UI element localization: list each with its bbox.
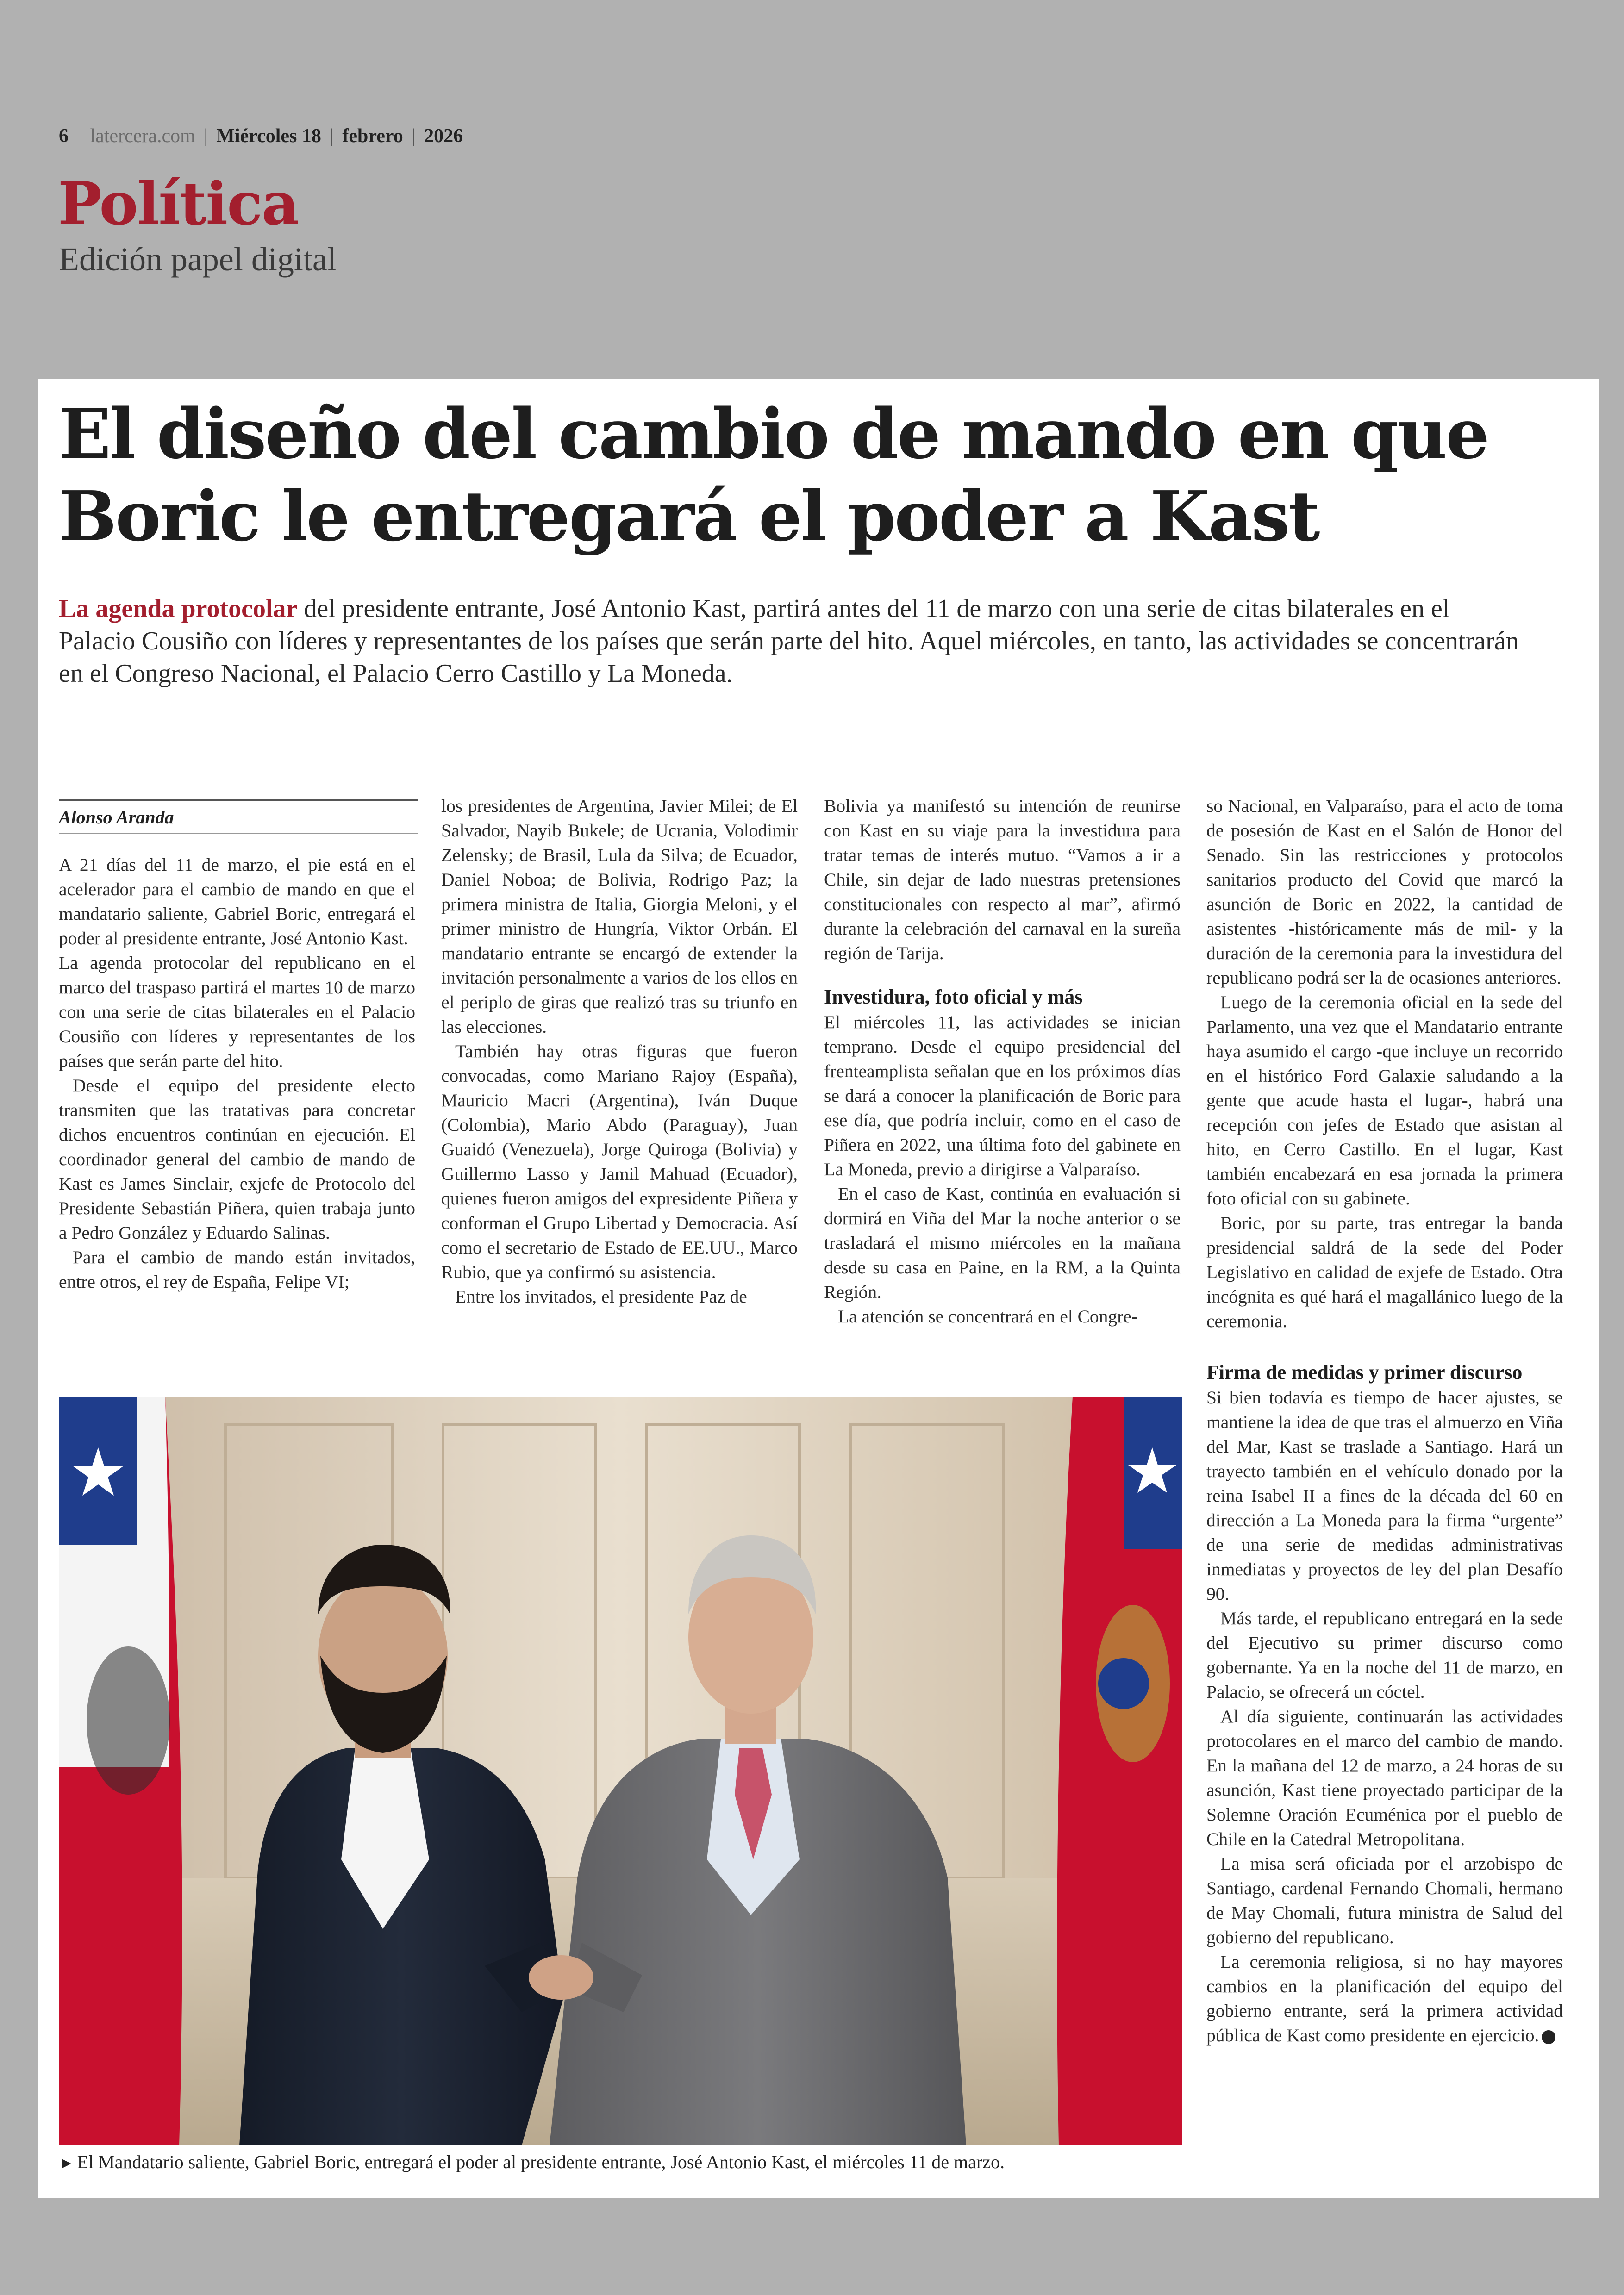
chile-flag-right <box>1057 1397 1182 2145</box>
section-subtitle: Edición papel digital <box>59 241 337 278</box>
article-column-2 <box>441 794 798 1309</box>
paragraph: Al día siguiente, continuarán las actividades protocolares en el marco del cambio de mando. En la mañana del 12 de marzo, a 24 horas de su asunción, Kast tiene proyectado participar de la Solemne Oración Ecuménica por el pueblo de Chile en la Catedral Metropolitana. <box>1206 1706 1563 1849</box>
paragraph: Para el cambio de mando están invitados, entre otros, el rey de España, Felipe VI; <box>59 1247 415 1292</box>
paragraph: Más tarde, el republicano entregará en la sede del Ejecutivo su primer discurso como gobernante. Ya en la noche del 11 de marzo, en Palacio, se ofrecerá un cóctel. <box>1206 1608 1563 1702</box>
article-headline: El diseño del cambio de mando en que Boric le entregará el poder a Kast <box>59 393 1488 556</box>
photo-caption <box>59 2150 1188 2176</box>
paragraph: El miércoles 11, las actividades se inician temprano. Desde el equipo presidencial del frenteamplista señalan que en los próximos días se dará a conocer la planificación de Boric para ese día, que podría incluir, como en el caso de Piñera en 2022, una última foto del gabinete en La Moneda, previo a dirigirse a Valparaíso. <box>824 1012 1181 1179</box>
paragraph: La agenda protocolar del republicano en el marco del traspaso partirá el martes 10 de marzo con una serie de citas bilaterales en el Palacio Cousiño con líderes y representantes de los países que serán parte del hito. <box>59 953 415 1071</box>
paragraph: La atención se concentrará en el Congre- <box>838 1306 1138 1327</box>
paragraph: La misa será oficiada por el arzobispo de Santiago, cardenal Fernando Chomali, hermano de May Chomali, futura ministra de Salud del gobierno del republicano. <box>1206 1853 1563 1947</box>
paragraph: Entre los invitados, el presidente Paz de <box>455 1286 747 1307</box>
subhead-investidura: Investidura, foto oficial y más <box>824 985 1083 1008</box>
section-title: Política <box>58 169 299 238</box>
paragraph: Si bien todavía es tiempo de hacer ajustes, se mantiene la idea de que tras el almuerzo en Viña del Mar, Kast se traslade a Santiago. Hará un trayecto también en el vehículo donado por la reina Isabel II a fines de la década del 60 en dirección a La Moneda para la firma “urgente” de una serie de medidas administrativas inmediatas y proyectos de ley del plan Desafío 90. <box>1206 1387 1563 1604</box>
paragraph: Boric, por su parte, tras entregar la banda presidencial saldrá de la sede del Poder Legislativo en calidad de exjefe de Estado. Otra incógnita es qué hará el magallánico luego de la ceremonia. <box>1206 1213 1563 1331</box>
page-number: 6 <box>59 125 69 147</box>
date-month: febrero <box>342 125 403 147</box>
chile-flag-left <box>59 1397 182 2145</box>
article-column-3 <box>824 794 1181 1329</box>
article-photo <box>59 1397 1182 2145</box>
paragraph: los presidentes de Argentina, Javier Milei; de El Salvador, Nayib Bukele; de Ucrania, Volodimir Zelensky; de Brasil, Lula da Silva; de Ecuador, Daniel Noboa; de Bolivia, Rodrigo Paz; la primera ministra de Italia, Giorgia Meloni, y el primer ministro de Hungría, Viktor Orbán. El mandatario entrante se encargó de extender la invitación personalmente a varios de los ellos en el periplo de giras que realizó tras su triunfo en las elecciones. <box>441 796 798 1037</box>
paragraph <box>1206 1950 1563 2048</box>
paragraph: A 21 días del 11 de marzo, el pie está en el acelerador para el cambio de mando en que el mandatario saliente, Gabriel Boric, entregará el poder al presidente entrante, José Antonio Kast. <box>59 854 415 948</box>
paragraph: Bolivia ya manifestó su intención de reunirse con Kast en su viaje para la investidura para tratar temas de interés mutuo. “Vamos a ir a Chile, sin dejar de lado nuestras pretensiones constitucionales con respecto al mar”, afirmó durante la celebración del carnaval en la sureña región de Tarija. <box>824 796 1181 963</box>
date-year: 2026 <box>424 125 463 147</box>
paragraph: En el caso de Kast, continúa en evaluación si dormirá en Viña del Mar la noche anterior o se trasladará el mismo miércoles en la mañana desde su casa en Paine, en la RM, a la Quinta Región. <box>824 1184 1181 1302</box>
article-lede <box>59 592 1531 690</box>
article-column-1 <box>59 794 415 1294</box>
paragraph: También hay otras figuras que fueron convocadas, como Mariano Rajoy (España), Mauricio Macri (Argentina), Iván Duque (Colombia), Mario Abdo (Paraguay), Juan Guaidó (Venezuela), Jorge Quiroga (Bolivia) y Guillermo Lasso y Jamil Mahuad (Ecuador), quienes fueron amigos del expresidente Piñera y conforman el Grupo Libertad y Democracia. Así como el secretario de Estado de EE.UU., Marco Rubio, que ya confirmó su asistencia. <box>441 1041 798 1282</box>
paragraph: so Nacional, en Valparaíso, para el acto de toma de posesión de Kast en el Salón de Honor del Senado. Sin las restricciones y protocolos sanitarios producto del Covid que marcó la asunción de Boric en 2022, la cantidad de asistentes -históricamente más de mil- y la duración de la ceremonia para la investidura del republicano podrá ser la de ocasiones anteriores. <box>1206 796 1563 988</box>
page-folio: 6 latercera.com | Miércoles 18 | febrero | 2026 <box>59 125 463 147</box>
paragraph: Luego de la ceremonia oficial en la sede del Parlamento, una vez que el Mandatario entrante haya asumido el cargo -que incluye un recorrido en el histórico Ford Galaxie saludando a la gente que acude hasta el lugar-, habrá una recepción con jefes de Estado que asistan al hito, en Cerro Castillo. En el lugar, Kast también encabezará en esa jornada la primera foto oficial con su gabinete. <box>1206 992 1563 1209</box>
caption-arrow-icon: ► <box>59 2155 75 2172</box>
subhead-firma: Firma de medidas y primer discurso <box>1206 1361 1523 1384</box>
paragraph: Desde el equipo del presidente electo transmiten que las tratativas para concretar dichos encuentros continúan en ejecución. El coordinador general del cambio de mando de Kast es James Sinclair, exjefe de Protocolo del Presidente Sebastián Piñera, quien trabaja junto a Pedro González y Eduardo Salinas. <box>59 1075 415 1243</box>
byline: Alonso Aranda <box>59 799 418 834</box>
paragraph-last: La ceremonia religiosa, si no hay mayores cambios en la planificación del equipo del gobierno entrante, será la primera actividad pública de Kast como presidente en ejercicio. <box>1206 1952 1563 2046</box>
date-weekday: Miércoles 18 <box>216 125 321 147</box>
caption-text: El Mandatario saliente, Gabriel Boric, entregará el poder al presidente entrante, José Antonio Kast, el miércoles 11 de marzo. <box>77 2152 1005 2172</box>
article-column-4 <box>1206 794 1563 2048</box>
lede-kicker: La agenda protocolar <box>59 594 298 623</box>
handshake-photo <box>59 1397 1182 2145</box>
end-mark-icon <box>1542 2030 1555 2044</box>
lede-text: del presidente entrante, José Antonio Kast, partirá antes del 11 de marzo con una serie de citas bilaterales en el Palacio Cousiño con líderes y representantes de los países que serán parte del hito. Aquel miércoles, en tanto, las actividades se concentrarán en el Congreso Nacional, el Palacio Cerro Castillo y La Moneda. <box>59 594 1519 688</box>
site-name[interactable]: latercera.com <box>90 125 195 147</box>
